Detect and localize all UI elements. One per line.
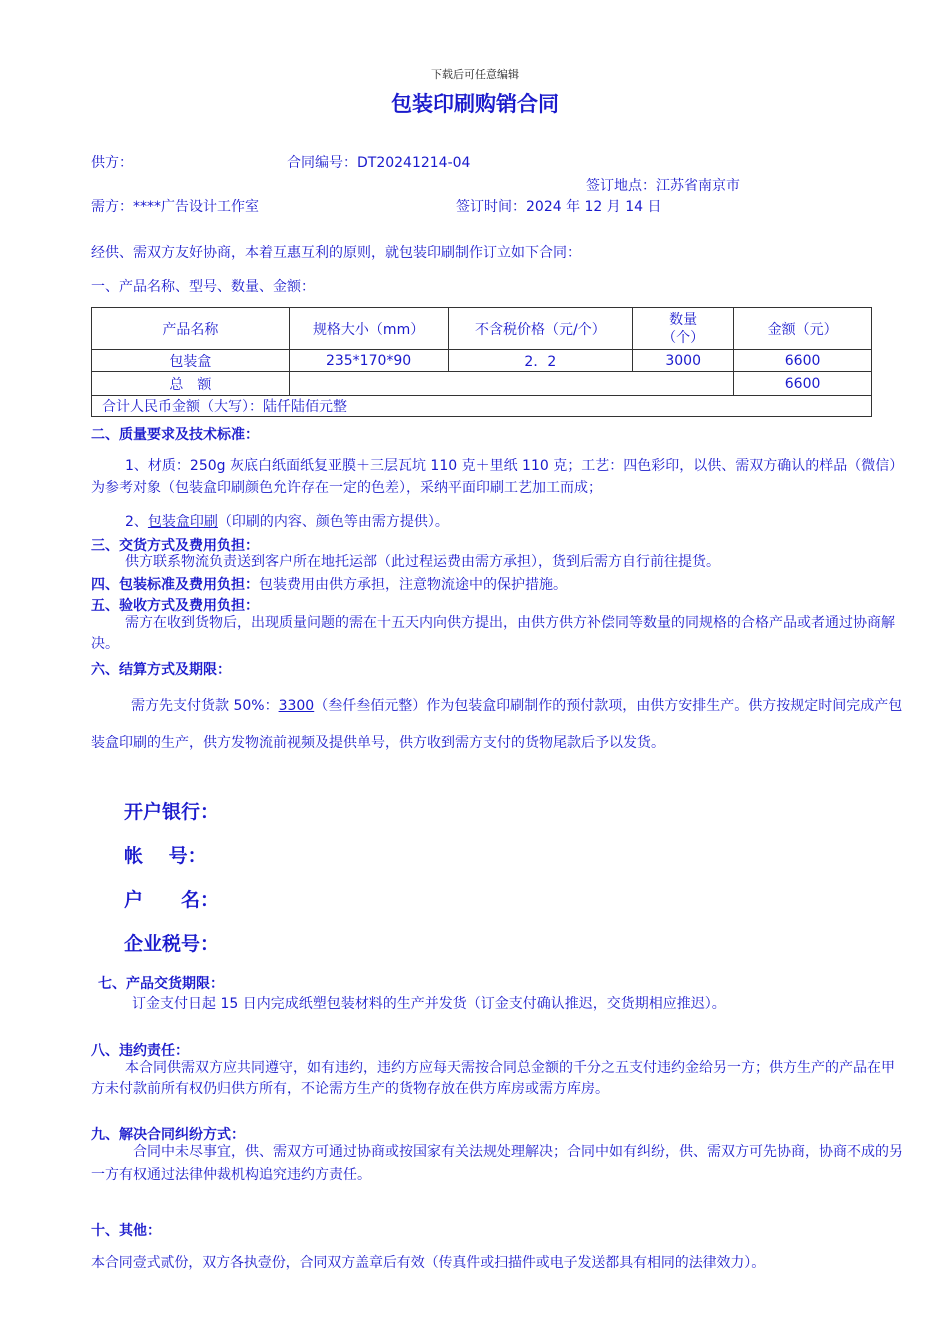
page-title: 包装印刷购销合同: [391, 92, 559, 116]
section9-text: 合同中未尽事宜，供、需双方可通过协商或按国家有关法规处理解决；合同中如有纠纷，供、需双方可先协商，协商不成的另一方有权通过法律仲裁机构追究违约方责任。: [91, 1144, 903, 1183]
table-cell: 2．2: [448, 350, 633, 372]
table-rmb-row: [92, 396, 872, 417]
section5-heading: 五、验收方式及费用负担：: [91, 598, 259, 614]
payment-prefix: 需方先支付货款 50%：: [131, 698, 279, 714]
section2-item2: [91, 511, 906, 533]
item2-rest: （印刷的内容、颜色等由需方提供）。: [217, 514, 449, 530]
header-cell: 数量（个）: [633, 308, 734, 350]
rmb-amount: 合计人民币金额（大写）：陆仟陆佰元整: [92, 396, 872, 417]
table-total-row: [92, 372, 872, 396]
sign-time: 签订时间：2024 年 12 月 14 日: [456, 199, 662, 215]
payment-rest: （叁仟叁佰元整）作为包装盒印刷制作的预付款项，由供方安排生产。供方按规定时间完成产包装盒印刷的生产，供方发物流前视频及提供单号，供方收到需方支付的货物尾款后予以发货。: [91, 698, 903, 751]
section3-text: 供方联系物流负责送到客户所在地托运部（此过程运费由需方承担），货到后需方自行前往提货。: [125, 554, 720, 570]
contract-number: 合同编号：DT20241214-04: [287, 155, 471, 171]
section10-heading: 十、其他：: [91, 1223, 161, 1239]
product-table: [91, 307, 872, 417]
section6-heading: 六、结算方式及期限：: [91, 662, 231, 678]
account-label: 帐 号：: [124, 845, 207, 867]
payment-amount: 3300: [278, 698, 315, 714]
table-cell: 包装盒: [92, 350, 290, 372]
section9-heading: 九、解决合同纠纷方式：: [91, 1127, 245, 1143]
section2-heading: 二、质量要求及技术标准：: [91, 427, 259, 443]
section1-heading: 一、产品名称、型号、数量、金额：: [91, 279, 315, 295]
section7-heading: 七、产品交货期限：: [98, 976, 224, 992]
section5-text: 需方在收到货物后，出现质量问题的需在十五天内向供方提出，由供方供方补偿同等数量的同规格的合格产品或者通过协商解决。: [91, 615, 895, 652]
header-cell: 不含税价格（元/个）: [448, 308, 633, 350]
tax-id-label: 企业税号：: [124, 933, 220, 955]
total-empty-cell: [289, 372, 734, 396]
section4-heading: 四、包装标准及费用负担：: [91, 577, 259, 593]
top-note: 下载后可任意编辑: [431, 68, 519, 81]
section2-item1: 1、材质：250g 灰底白纸面纸复亚膜＋三层瓦坑 110 克＋里纸 110 克；工艺：四色彩印，以供、需双方确认的样品（微信）为参考对象（包装盒印刷颜色允许存在一定的色差），采纳平面印刷工艺加工而成；: [91, 458, 904, 496]
header-cell: 规格大小（mm）: [289, 308, 448, 350]
total-label: 总 额: [92, 372, 290, 396]
section8-text: 本合同供需双方应共同遵守，如有违约，违约方应每天需按合同总金额的千分之五支付违约金给另一方；供方生产的产品在甲方未付款前所有权仍归供方所有，不论需方生产的货物存放在供方库房或需方库房。: [91, 1060, 895, 1097]
section6-text: [91, 688, 906, 762]
total-value: 6600: [734, 372, 872, 396]
account-name-label: 户 名：: [124, 889, 220, 911]
table-header-row: [92, 308, 872, 350]
item2-prefix: 2、: [125, 514, 148, 530]
buyer-label: 需方：****广告设计工作室: [91, 199, 259, 215]
section10-text: 本合同壹式贰份，双方各执壹份，合同双方盖章后有效（传真件或扫描件或电子发送都具有相同的法律效力）。: [91, 1255, 766, 1271]
bank-label: 开户银行：: [124, 801, 220, 823]
table-row: [92, 350, 872, 372]
section7-text: 订金支付日起 15 日内完成纸塑包装材料的生产并发货（订金支付确认推迟，交货期相应推迟）。: [132, 996, 726, 1012]
table-cell: 235*170*90: [289, 350, 448, 372]
header-cell: 金额（元）: [734, 308, 872, 350]
section3-heading: 三、交货方式及费用负担：: [91, 538, 259, 554]
intro-text: 经供、需双方友好协商，本着互惠互利的原则，就包装印刷制作订立如下合同：: [91, 245, 581, 261]
sign-place: 签订地点：江苏省南京市: [586, 178, 740, 194]
section4-text: 包装费用由供方承担，注意物流途中的保护措施。: [259, 577, 567, 593]
section8-heading: 八、违约责任：: [91, 1043, 189, 1059]
table-cell: 3000: [633, 350, 734, 372]
header-cell: 产品名称: [92, 308, 290, 350]
table-cell: 6600: [734, 350, 872, 372]
section4-line: [91, 574, 567, 594]
supplier-label: 供方：: [91, 155, 133, 171]
item2-underline: 包装盒印刷: [147, 514, 218, 530]
